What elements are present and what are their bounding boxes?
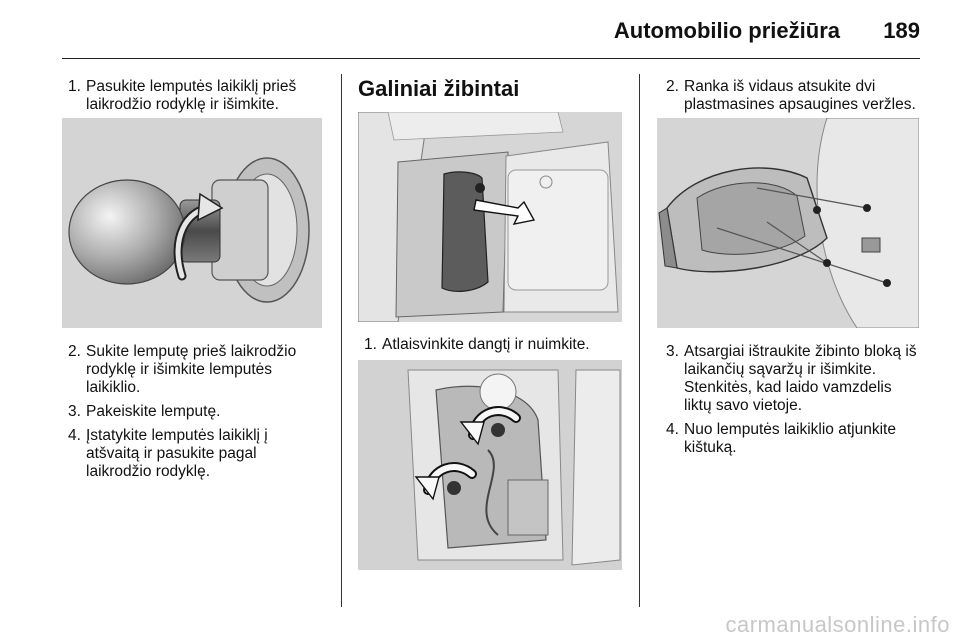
column-2 [358, 76, 624, 112]
steps-list [358, 336, 624, 354]
step-text: Pakeiskite lemputę. [86, 403, 221, 420]
column-1-lower [62, 343, 324, 487]
step-text: Nuo lemputės laikiklio atjunkite kištuką. [684, 421, 896, 456]
step-number: 3. [68, 403, 81, 420]
step-number: 2. [666, 78, 679, 95]
section-title: Galiniai žibintai [358, 76, 520, 101]
column-1 [62, 78, 324, 120]
step-text: Pasukite lemputės laikiklį prieš laikrodžio rodyklę ir išimkite. [86, 78, 297, 113]
step-text: Ranka iš vidaus atsukite dvi plastmasines apsaugines veržles. [684, 78, 916, 113]
page-number: 189 [883, 18, 920, 43]
column-3 [660, 78, 922, 120]
header-rule [62, 58, 920, 59]
step-number: 1. [364, 336, 377, 353]
steps-list [62, 78, 324, 114]
watermark: carmanualsonline.info [725, 612, 950, 637]
step-text: Atlaisvinkite dangtį ir nuimkite. [382, 336, 590, 353]
list-item [660, 78, 922, 114]
column-divider-1 [341, 74, 342, 607]
page-title: Automobilio priežiūra [613, 18, 840, 43]
list-item [660, 421, 922, 457]
column-3-lower [660, 343, 922, 463]
column-2-steps [358, 336, 624, 360]
steps-list [62, 343, 324, 481]
bulb-holder-figure [62, 118, 322, 328]
step-number: 2. [68, 343, 81, 360]
list-item [62, 403, 324, 421]
trunk-cover-figure [358, 112, 622, 322]
step-number: 1. [68, 78, 81, 95]
step-number: 4. [68, 427, 81, 444]
list-item [62, 427, 324, 481]
steps-list [660, 78, 922, 114]
list-item [62, 343, 324, 397]
step-number: 3. [666, 343, 679, 360]
step-text: Įstatykite lemputės laikiklį į atšvaitą ir pasukite pagal laikrodžio rodyklę. [86, 427, 268, 480]
step-text: Sukite lemputę prieš laikrodžio rodyklę ir išimkite lemputės laikiklio. [86, 343, 297, 396]
column-divider-2 [639, 74, 640, 607]
list-item [62, 78, 324, 114]
step-text: Atsargiai ištraukite žibinto bloką iš laikančių sąvaržų ir išimkite. Stenkitės, kad laido vamzdelis liktų savo vietoje. [684, 343, 917, 414]
steps-list [660, 343, 922, 457]
list-item [660, 343, 922, 415]
tail-light-unit-figure [657, 118, 919, 328]
tail-light-nuts-figure [358, 360, 622, 570]
step-number: 4. [666, 421, 679, 438]
list-item [358, 336, 624, 354]
